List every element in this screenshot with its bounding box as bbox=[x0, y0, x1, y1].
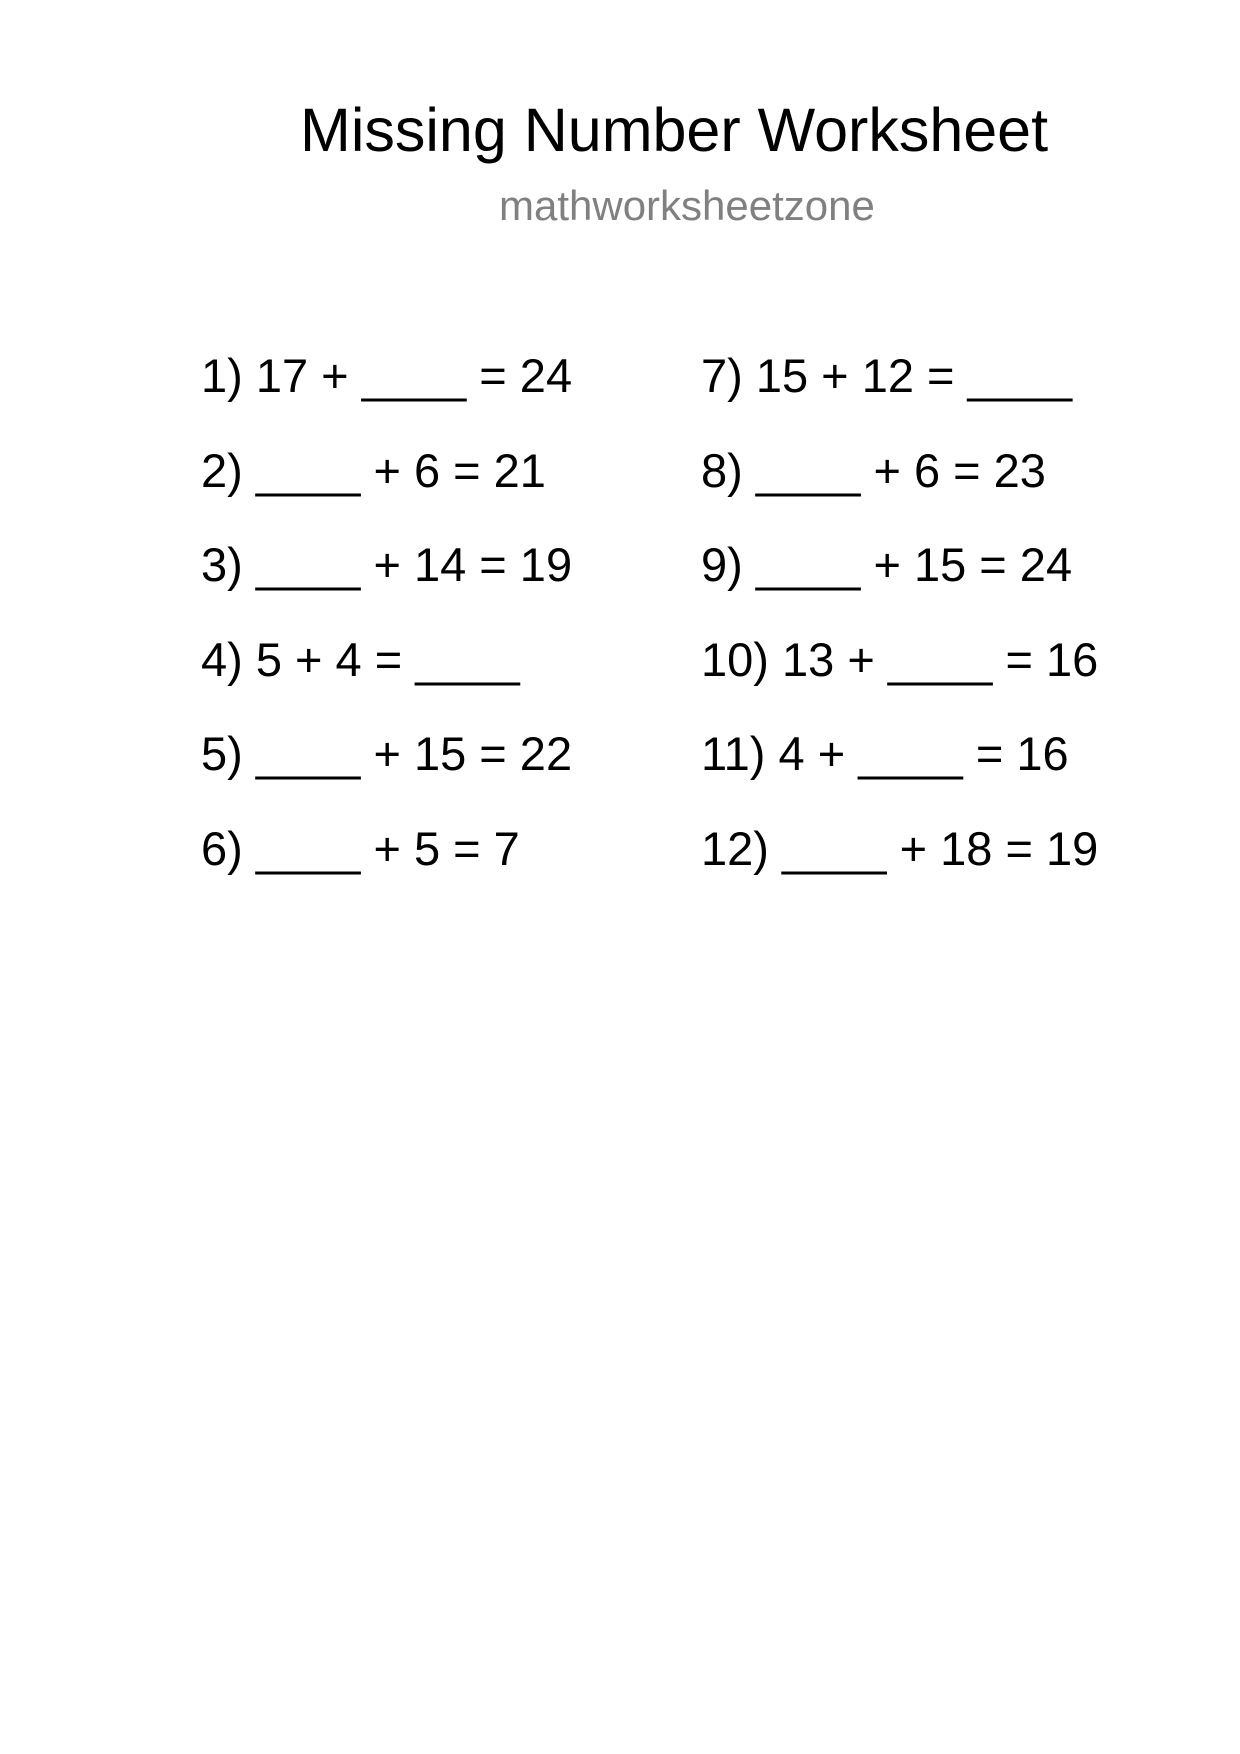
problem-12: 12) ____ + 18 = 19 bbox=[701, 822, 1099, 875]
problem-6: 6) ____ + 5 = 7 bbox=[201, 822, 520, 875]
problem-2: 2) ____ + 6 = 21 bbox=[201, 444, 546, 497]
problem-7: 7) 15 + 12 = ____ bbox=[701, 349, 1073, 402]
worksheet-subtitle: mathworksheetzone bbox=[499, 182, 875, 229]
problem-10: 10) 13 + ____ = 16 bbox=[701, 633, 1099, 686]
worksheet-title: Missing Number Worksheet bbox=[300, 96, 1049, 164]
problem-8: 8) ____ + 6 = 23 bbox=[701, 444, 1046, 497]
problem-3: 3) ____ + 14 = 19 bbox=[201, 538, 573, 591]
problem-5: 5) ____ + 15 = 22 bbox=[201, 727, 573, 780]
problem-1: 1) 17 + ____ = 24 bbox=[201, 349, 573, 402]
problem-4: 4) 5 + 4 = ____ bbox=[201, 633, 520, 686]
problem-9: 9) ____ + 15 = 24 bbox=[701, 538, 1073, 591]
problem-11: 11) 4 + ____ = 16 bbox=[701, 727, 1069, 780]
